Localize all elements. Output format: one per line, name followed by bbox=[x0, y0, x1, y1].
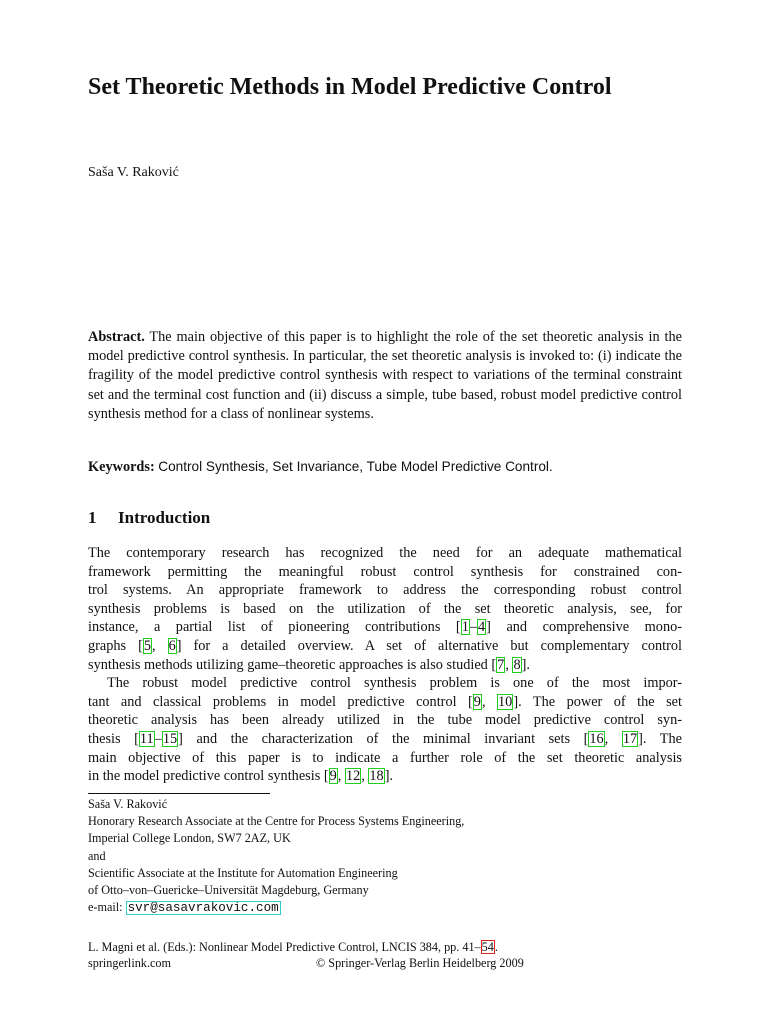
body-text-segment: framework permitting the meaningful robust control synthesis for constrained con- bbox=[88, 563, 682, 580]
body-text-segment: ]. The power of the set bbox=[513, 693, 682, 710]
citation-link[interactable]: 8 bbox=[513, 656, 521, 673]
body-text-segment: theoretic analysis has been already utilized in the tube model predictive control syn- bbox=[88, 712, 682, 729]
footnote-line: Imperial College London, SW7 2AZ, UK bbox=[88, 831, 291, 846]
body-line bbox=[88, 711, 682, 730]
citation-link[interactable]: 9 bbox=[329, 768, 337, 785]
body-text-segment: , bbox=[361, 768, 369, 785]
body-line bbox=[88, 581, 682, 600]
citation-row bbox=[88, 955, 588, 971]
body-text-segment: trol systems. An appropriate framework to address the corresponding robust control bbox=[88, 582, 682, 599]
email-row bbox=[88, 899, 682, 917]
body-line bbox=[88, 749, 682, 768]
body-text-segment: graphs [ bbox=[88, 637, 143, 654]
footnote-rule bbox=[88, 793, 270, 794]
citation-link[interactable]: 4 bbox=[478, 619, 486, 636]
footnote-line: Scientific Associate at the Institute for Automation Engineering bbox=[88, 865, 398, 880]
body-line bbox=[88, 544, 682, 563]
citation-link[interactable]: 6 bbox=[168, 637, 176, 654]
body-text-segment: ] and the characterization of the minimal invariant sets [ bbox=[178, 730, 589, 747]
body-text-segment: The robust model predictive control synthesis problem is one of the most impor- bbox=[107, 675, 682, 692]
citation-link[interactable]: 17 bbox=[622, 730, 638, 747]
body-line bbox=[88, 618, 682, 637]
citation-row bbox=[88, 939, 588, 955]
copyright: © Springer-Verlag Berlin Heidelberg 2009 bbox=[316, 956, 524, 970]
footnote-author: Saša V. Raković bbox=[88, 797, 168, 811]
citation-prefix: L. Magni et al. (Eds.): Nonlinear Model Predictive Control, LNCIS 384, pp. 41– bbox=[88, 940, 481, 954]
footnote-line: and bbox=[88, 848, 106, 863]
section-heading bbox=[88, 508, 210, 528]
keywords-label: Keywords: bbox=[88, 459, 155, 475]
body-text-segment: , bbox=[505, 656, 513, 673]
body-line bbox=[88, 693, 682, 712]
citation-link[interactable]: 18 bbox=[369, 768, 384, 785]
citation-suffix: . bbox=[494, 940, 498, 954]
body-text-segment: The contemporary research has recognized the need for an adequate mathematical bbox=[88, 545, 682, 561]
body-text-segment: main objective of this paper is to indicate a further role of the set theoretic analysis bbox=[88, 749, 682, 766]
last-page-link[interactable]: 54 bbox=[481, 940, 494, 954]
body-line bbox=[88, 656, 682, 675]
body-text-segment: ]. The bbox=[638, 730, 682, 747]
email-label: e-mail: bbox=[88, 900, 123, 915]
body-line bbox=[88, 730, 682, 749]
paper-page bbox=[88, 0, 682, 1024]
body-text-segment: – bbox=[154, 730, 162, 747]
section-number: 1 bbox=[88, 508, 97, 527]
citation-link[interactable]: 12 bbox=[345, 768, 361, 785]
body-line bbox=[88, 563, 682, 582]
body-text-segment: in the model predictive control synthesis [ bbox=[88, 768, 329, 785]
affiliation-footnote bbox=[88, 796, 682, 917]
citation-link[interactable]: 9 bbox=[473, 693, 481, 710]
body-line bbox=[88, 637, 682, 656]
keywords-text: Control Synthesis, Set Invariance, Tube Model Predictive Control. bbox=[158, 459, 553, 474]
publisher-site: springerlink.com bbox=[88, 956, 171, 970]
section-title: Introduction bbox=[118, 508, 211, 527]
body-text-segment: , bbox=[481, 693, 498, 710]
author-name: Saša V. Raković bbox=[88, 165, 179, 180]
body-text-segment: tant and classical problems in model predictive control [ bbox=[88, 693, 473, 710]
citation-link[interactable]: 16 bbox=[589, 730, 604, 747]
citation-link[interactable]: 5 bbox=[143, 637, 152, 654]
body-text-segment: ] and comprehensive mono- bbox=[486, 619, 682, 636]
body-text-segment: ]. bbox=[521, 656, 530, 673]
citation-link[interactable]: 10 bbox=[498, 693, 513, 710]
email-link[interactable]: svr@sasavrakovic.com bbox=[127, 901, 279, 916]
body-text-segment: thesis [ bbox=[88, 730, 139, 747]
body-text-segment: synthesis problems is based on the utilization of the set theoretic analysis, see, for bbox=[88, 600, 682, 617]
body-text-segment: , bbox=[337, 768, 345, 785]
body-text-segment: – bbox=[469, 619, 477, 636]
footnote-line: of Otto–von–Guericke–Universität Magdeburg, Germany bbox=[88, 883, 369, 898]
body-text-segment: ] for a detailed overview. A set of alternative but complementary control bbox=[176, 637, 682, 654]
body-line bbox=[88, 767, 682, 786]
body-text-segment: instance, a partial list of pioneering contributions [ bbox=[88, 619, 461, 636]
citation-link[interactable]: 15 bbox=[162, 730, 178, 747]
body-text-segment: , bbox=[152, 637, 168, 654]
publication-citation bbox=[88, 939, 588, 971]
body-line bbox=[88, 600, 682, 619]
keywords bbox=[88, 459, 682, 476]
body-text-segment: synthesis methods utilizing game–theoretic approaches is also studied [ bbox=[88, 656, 497, 673]
footnote-line: Honorary Research Associate at the Centre for Process Systems Engineering, bbox=[88, 814, 465, 829]
abstract-label: Abstract. bbox=[88, 329, 145, 345]
introduction-body bbox=[88, 544, 682, 786]
citation-link[interactable]: 1 bbox=[461, 619, 469, 636]
abstract-text: The main objective of this paper is to highlight the role of the set theoretic analysis in the model predictive control synthesis. In particular, the set theoretic analysis is invoked to: (i) indicate the fragility of the model predictive control synthesis with respect to variations of the terminal constraint set and the terminal cost function and (ii) discuss a simple, tube based, robust model predictive control synthesis method for a class of nonlinear systems. bbox=[88, 329, 682, 422]
body-text-segment: , bbox=[604, 730, 622, 747]
paper-title: Set Theoretic Methods in Model Predictive Control bbox=[88, 74, 612, 100]
abstract bbox=[88, 328, 682, 424]
body-text-segment: ]. bbox=[384, 768, 394, 785]
body-line bbox=[88, 674, 682, 693]
citation-link[interactable]: 11 bbox=[139, 730, 154, 747]
citation-link[interactable]: 7 bbox=[497, 656, 505, 673]
